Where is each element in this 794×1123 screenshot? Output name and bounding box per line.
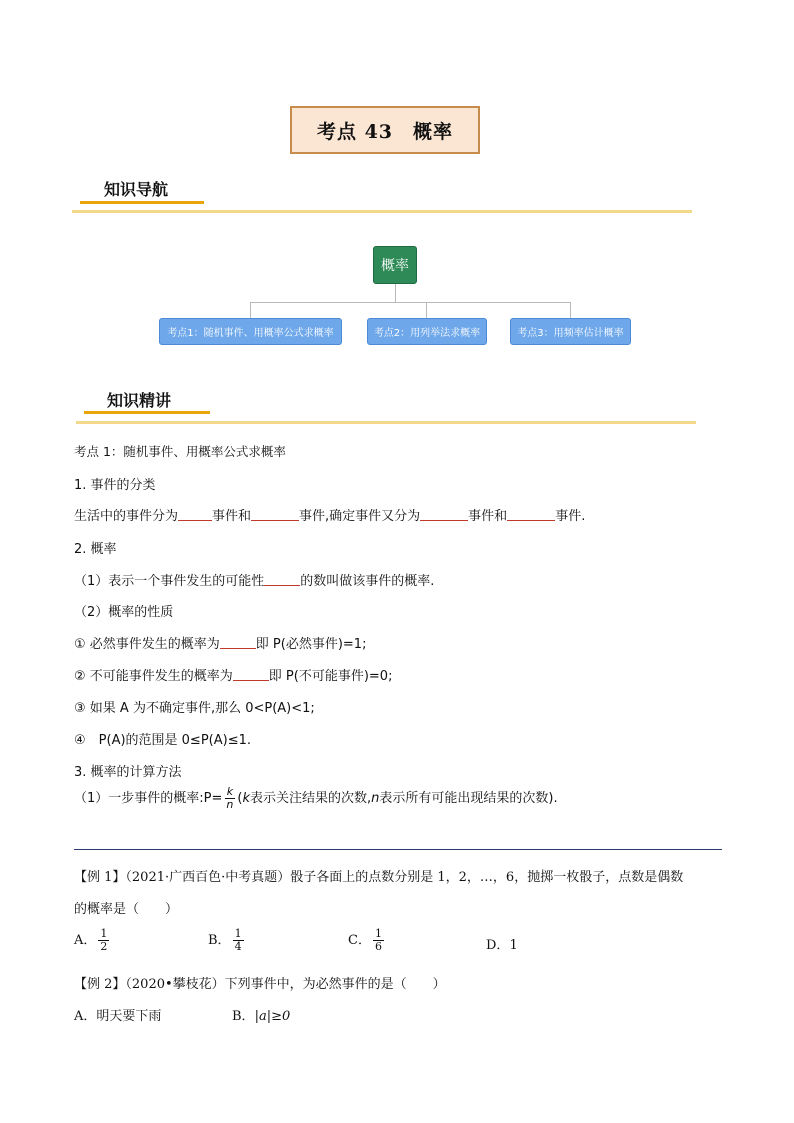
text: 事件,确定事件又分为 <box>299 509 421 524</box>
text: 表示关注结果的次数, <box>249 791 372 806</box>
fraction-denominator: 2 <box>100 940 108 953</box>
heading-calculation-method: 3. 概率的计算方法 <box>74 765 182 780</box>
text: 事件. <box>555 509 586 524</box>
mindmap-connector <box>426 302 427 318</box>
option-label: B． <box>232 1009 255 1024</box>
fill-blank <box>420 508 468 521</box>
example-2-option-a: A．明天要下雨 <box>74 1009 162 1024</box>
option-label: C． <box>348 933 371 948</box>
mindmap-node-2: 考点2：用列举法求概率 <box>367 318 487 345</box>
option-label: D． <box>486 938 510 953</box>
text: 事件和 <box>212 509 252 524</box>
section-underline <box>84 411 210 414</box>
fill-blank <box>220 636 256 649</box>
variable-n: n <box>371 791 380 806</box>
fraction-numerator: 1 <box>374 927 382 940</box>
text: 的数叫做该事件的概率. <box>300 574 435 589</box>
example-2-option-b <box>232 1005 290 1024</box>
fraction-numerator: 1 <box>100 927 108 940</box>
mindmap-connector <box>250 302 251 318</box>
mindmap-root: 概率 <box>373 246 417 284</box>
example-1-option-a <box>74 928 111 953</box>
example-1-question: 【例 1】（2021·广西百色·中考真题）骰子各面上的点数分别是 1，2，…，6，抛掷一枚骰子，点数是偶数 <box>74 870 684 885</box>
fill-blank <box>507 508 555 521</box>
text: （1）表示一个事件发生的可能性 <box>74 574 265 589</box>
property-certain-event <box>74 633 366 652</box>
example-2-question: 【例 2】（2020•攀枝花）下列事件中，为必然事件的是（ ） <box>74 977 446 992</box>
text: 表示所有可能出现结果的次数). <box>379 791 558 806</box>
option-value: |a|≥0 <box>254 1009 291 1024</box>
text: 即 P(必然事件)=1; <box>255 637 367 652</box>
paragraph-properties: （2）概率的性质 <box>74 605 174 620</box>
section-heading-lecture: 知识精讲 <box>107 391 172 410</box>
example-1-question-cont: 的概率是（ ） <box>74 902 179 917</box>
topic-heading: 考点 1：随机事件、用概率公式求概率 <box>74 444 286 459</box>
section-divider <box>76 421 696 424</box>
mindmap-connector <box>250 302 571 303</box>
option-label: A． <box>74 933 97 948</box>
heading-event-classification: 1. 事件的分类 <box>74 478 156 493</box>
fraction-denominator: 4 <box>234 940 242 953</box>
fill-blank <box>264 573 300 586</box>
example-1-option-c <box>348 928 386 953</box>
section-divider <box>72 210 692 213</box>
option-label: B． <box>208 933 231 948</box>
fraction-k-over-n <box>224 786 235 811</box>
property-impossible-event <box>74 665 392 684</box>
fraction-denominator: n <box>226 798 234 811</box>
option-fraction <box>233 928 244 953</box>
paragraph-event-classification <box>74 505 585 524</box>
text: ( <box>237 791 243 806</box>
section-heading-nav: 知识导航 <box>104 180 169 199</box>
option-value: 1 <box>509 938 518 953</box>
fraction-denominator: 6 <box>374 940 382 953</box>
option-fraction <box>373 928 384 953</box>
section-separator <box>74 849 722 850</box>
fill-blank <box>178 508 212 521</box>
section-underline <box>80 201 204 204</box>
paragraph-probability-definition <box>74 570 434 589</box>
text: ① 必然事件发生的概率为 <box>74 637 220 652</box>
option-fraction <box>98 928 109 953</box>
fraction-numerator: 1 <box>234 927 242 940</box>
example-1-option-d <box>486 934 518 953</box>
formula-one-step <box>74 786 558 811</box>
property-uncertain-event: ③ 如果 A 为不确定事件,那么 0<P(A)<1; <box>74 701 315 716</box>
mindmap-node-3: 考点3：用频率估计概率 <box>510 318 631 345</box>
text: 即 P(不可能事件)=0; <box>268 669 393 684</box>
text: （1）一步事件的概率:P= <box>74 791 223 806</box>
text: 事件和 <box>468 509 508 524</box>
fill-blank <box>251 508 299 521</box>
heading-probability: 2. 概率 <box>74 542 117 557</box>
example-1-option-b <box>208 928 246 953</box>
fill-blank <box>233 668 269 681</box>
mindmap-connector <box>570 302 571 318</box>
property-range: ④ P(A)的范围是 0≤P(A)≤1. <box>74 733 251 748</box>
text: 生活中的事件分为 <box>74 509 179 524</box>
page-title: 考点 43 概率 <box>290 106 480 154</box>
text: ② 不可能事件发生的概率为 <box>74 669 233 684</box>
variable-k: k <box>242 791 250 806</box>
fraction-numerator: k <box>226 785 234 798</box>
mindmap-connector <box>395 284 396 302</box>
mindmap-node-1: 考点1：随机事件、用概率公式求概率 <box>159 318 342 345</box>
